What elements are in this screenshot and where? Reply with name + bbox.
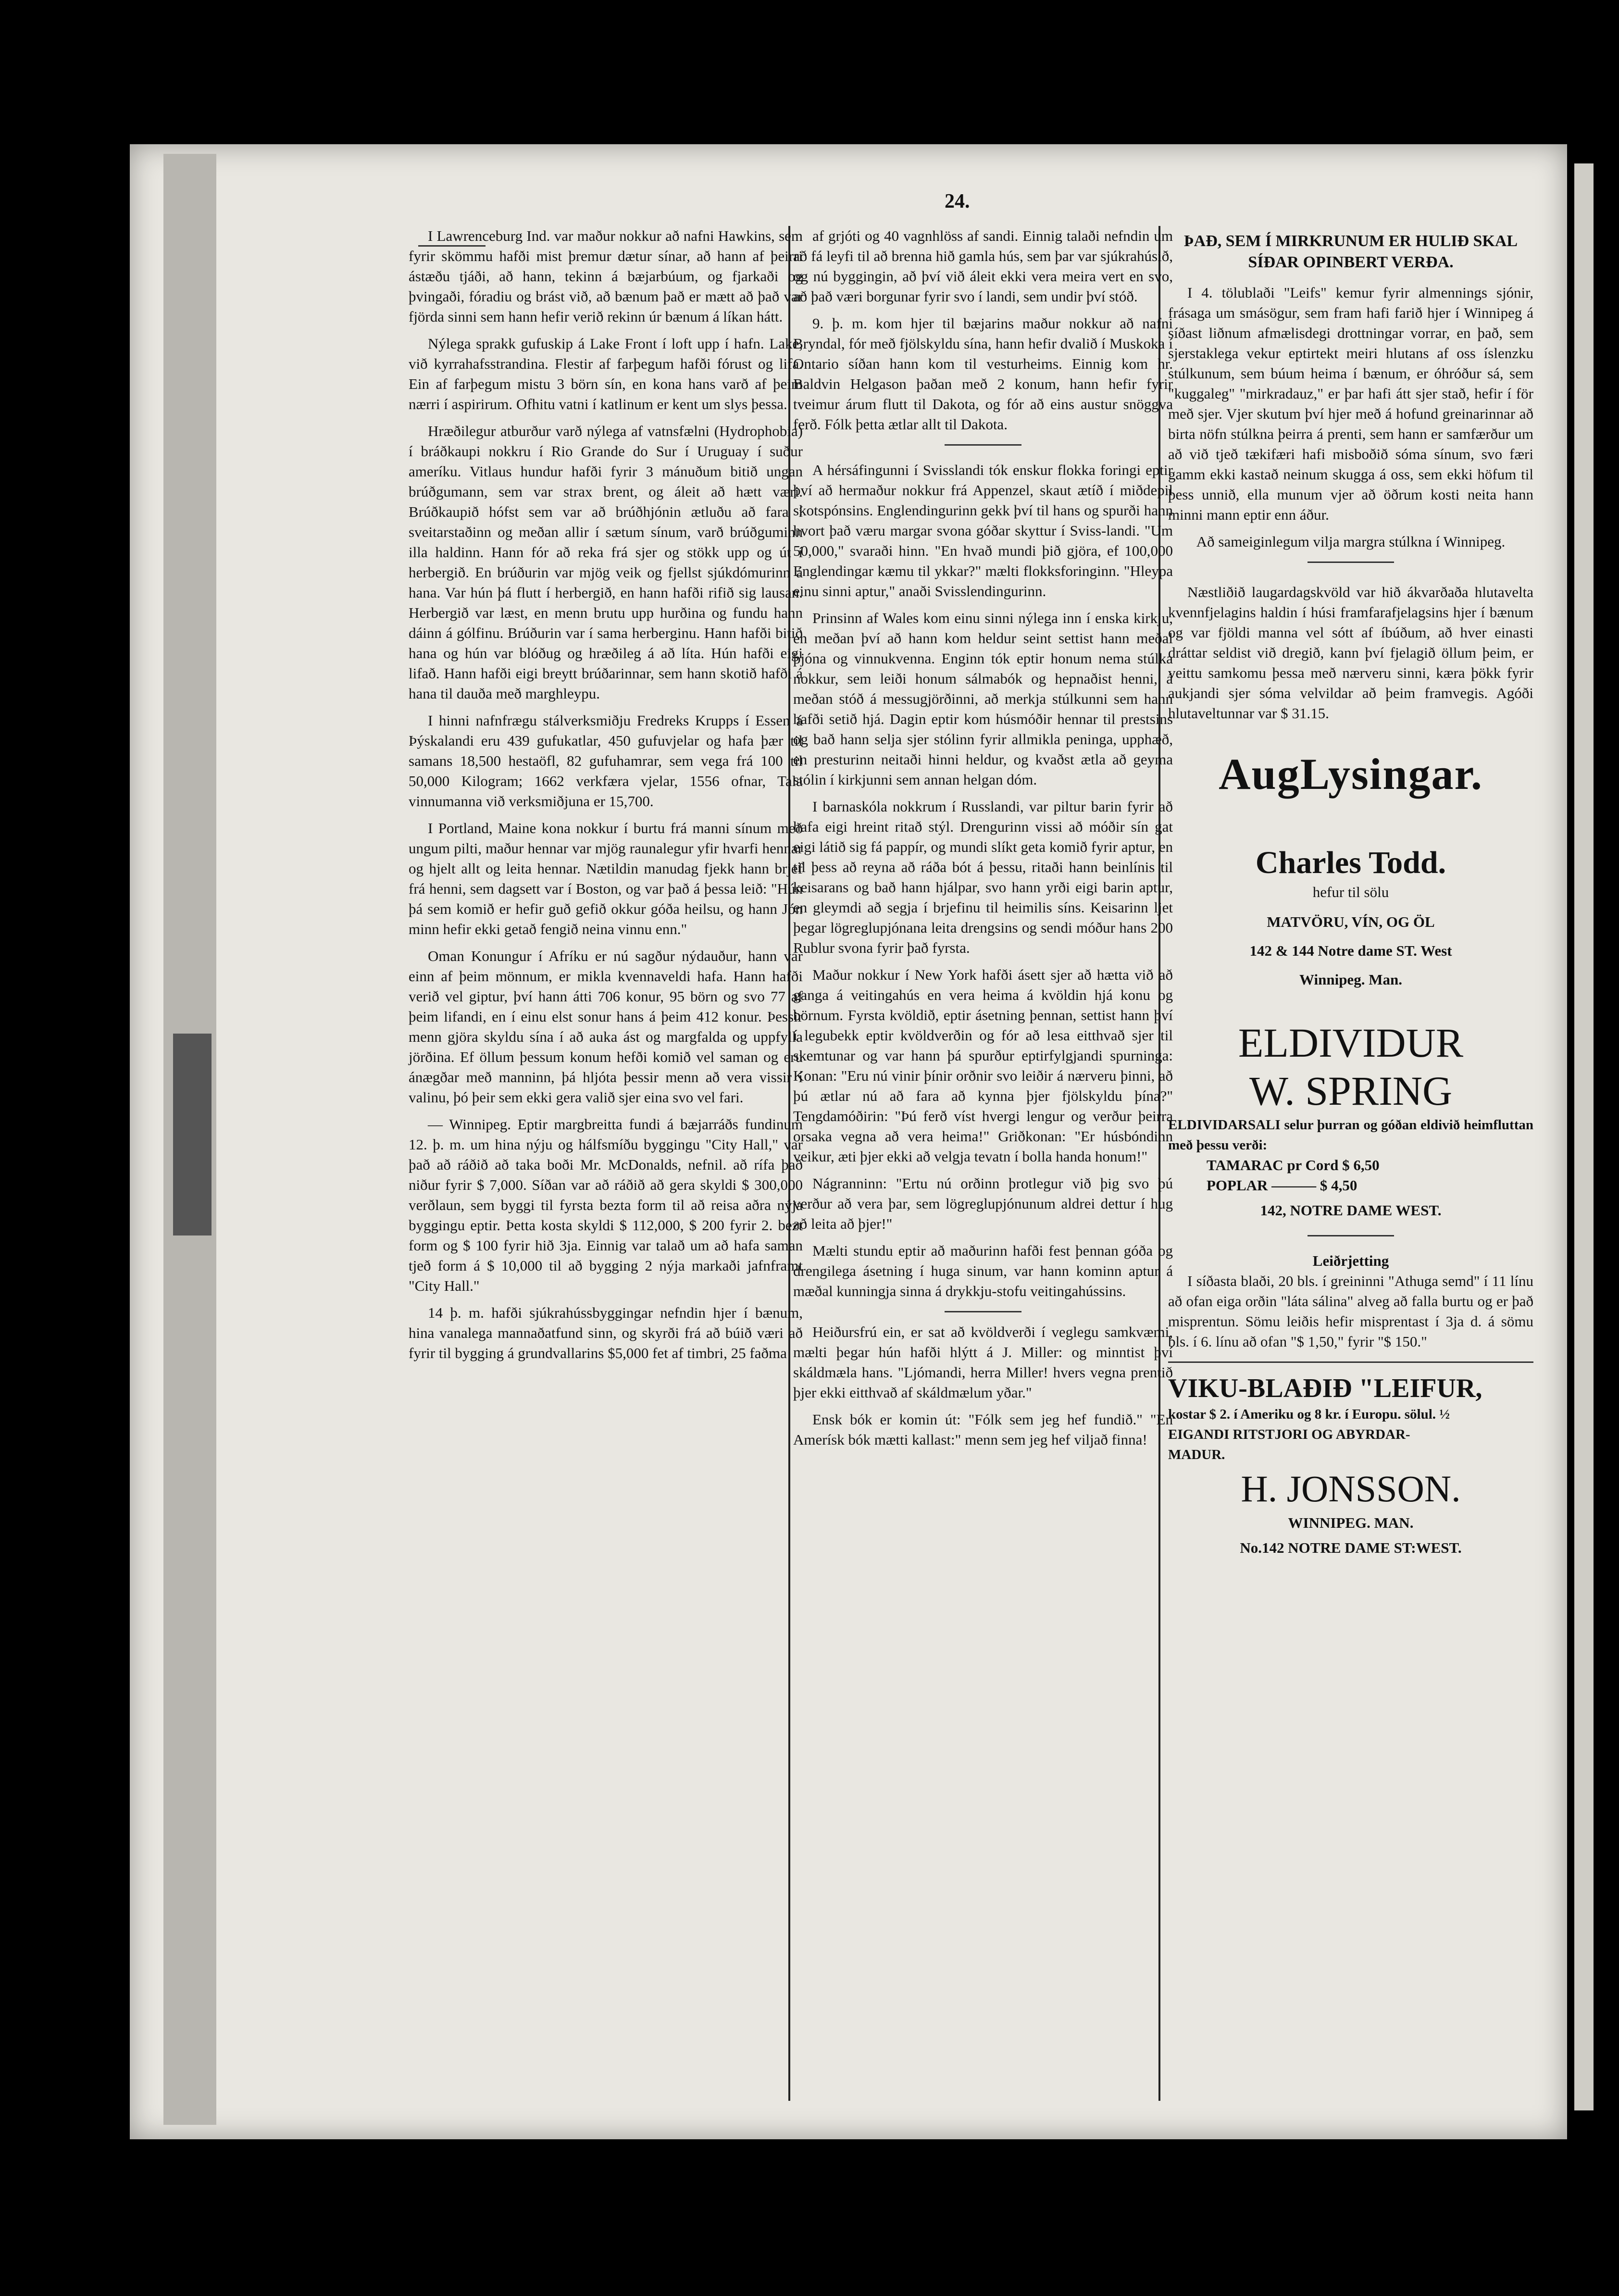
article-paragraph: I 4. tölublaði "Leifs" kemur fyrir almennings sjónir, frásaga um smásögur, sem fram hafi farið hjer í Winnipeg á síðast liðnum afmælisdegi drottningar vorrar, en það, sem sjerstaklega vekur eptirtekt meiri hlutans af oss íslenzku stúlkunum, sem búum heima í bænum, er óhróður sá, sem "kuggaleg" "mirkradauz," er þar hafi átt sjer stað, hefir í för með sjer. Vjer skutum því hjer með á hofund greinarinnar að birta nöfn stúlkna þeirra á prenti, sem hann er samfærður um að við tjeð tækifæri hafi misboðið sóma sínum, svo færi gamm ekki kastað neinum skugga á oss, sem ekki höfum til þess unnið, ella munum vjer að öðrum kosti neita hann minni mann eptir enn áður. <box>1168 284 1533 523</box>
ad-line: hefur til sölu <box>1312 884 1389 900</box>
article-paragraph: I Lawrenceburg Ind. var maður nokkur að nafni Hawkins, sem fyrir skömmu hafði mist þremur dætur sínar, að hann af þeirri ástæðu tjáði, að hann, tekinn á bæjarbúum, og fjarkaði og þvingaði, fóradiu og brást við, að bænum það er mætt að það var fjörda sinni sem hann hefir verið rekinn úr bænum á líkan hátt. <box>409 227 803 325</box>
column-1 <box>409 226 803 1370</box>
ad-name: Charles Todd. <box>1255 845 1446 880</box>
ad-line: 142, NOTRE DAME WEST. <box>1260 1202 1442 1219</box>
masthead-price: kostar $ 2. í Ameriku og 8 kr. í Europu. sölul. ½ <box>1168 1407 1450 1422</box>
article-paragraph: Prinsinn af Wales kom einu sinni nýlega inn í enska kirkju, en meðan því að hann kom heldur seint settist hann meðal þjóna og vinnukvenna. Enginn tók eptir honum nema stúlka nokkur, sem leiði honum sálmabók og hepnaðist henni, á meðan stóð á messugjörðinni, að merkja stúlkunni sem hann hafði setið hjá. Dagin eptir kom húsmóðir hennar til prestsins og bað hann selja sjer stólinn fyrir allmikla peninga, upphæð, en presturinn neitaði hinni heldur, og kvaðst ætla að geyma stólin í kirkjunni sem annan helgan dóm. <box>793 610 1173 788</box>
section-rule <box>1308 1235 1394 1236</box>
article-paragraph: Ensk bók er komin út: "Fólk sem jeg hef fundið." "En Amerísk bók mætti kallast:" menn sem jeg hef viljað finna! <box>793 1411 1173 1448</box>
ads-title: AugLysingar. <box>1219 749 1483 799</box>
article-paragraph: Næstliðið laugardagskvöld var hið ákvarðaða hlutavelta kvennfjelagins haldin í húsi framfarafjelagsins hjer í bænum og var fjöldi manna vel sótt af íbúðum, að hver einasti dráttar seldist við dregið, kann því fjelagið öllum þeim, er veittu samkomu þessa með nærveru sinni, kæra þökk fyrir aukjandi sjer sóma velvildar að þeim framvegis. Agóði hlutaveltunnar var $ 31.15. <box>1168 584 1533 722</box>
article-paragraph: Maður nokkur í New York hafði ásett sjer að hætta við að ganga á veitingahús en vera heima á kvöldin hjá konu og börnum. Fyrsta kvöldið, eptir ásetning þennan, settist hann því í legubekk eptir kvöldverðin og fór að lesa eitthvað sjer til skemtunar og var hann þá spurður eptirfylgjandi spurninga: Konan: "Eru nú vinir þínir orðnir svo leiðir á nærveru þinni, að þú ætlar nú að fara að kynna þjer fjölskyldu þína?" Tengdamóðirin: "Þú ferð víst hvergi lengur og verður þeirra orsaka vegna að vera heima!" Griðkonan: "Er húsbóndinn veikur, æti þjer ekki að velgja tevatn í bolla handa honum!" <box>793 966 1173 1165</box>
masthead-title: VIKU-BLAÐIÐ "LEIFUR, <box>1168 1373 1482 1403</box>
right-page-edge <box>1574 163 1594 2110</box>
ad-line: Winnipeg. Man. <box>1299 971 1402 988</box>
column-2 <box>793 226 1173 1457</box>
section-rule <box>1308 562 1394 563</box>
masthead-city: WINNIPEG. MAN. <box>1288 1514 1414 1531</box>
section-rule <box>945 444 1021 446</box>
section-rule <box>945 1311 1021 1312</box>
section-heading: ÞAÐ, SEM Í MIRKRUNUM ER HULIÐ SKAL SÍÐAR OPINBERT VERÐA. <box>1183 232 1518 271</box>
ad-line: ELDIVIDARSALI selur þurran og góðan eldivið heimfluttan með þessu verði: <box>1168 1117 1533 1153</box>
article-paragraph: — Winnipeg. Eptir margbreitta fundi á bæjarráðs fundinum 12. þ. m. um hina nýju og hálfsmíðu byggingu "City Hall," var það að ráðið að taka boði Mr. McDonalds, nefnil. að rífa það niður fyrir $ 7,000. Síðan var að ráðið að gera skyldi $ 300,000 verðlaun, sem byggi til fyrsta bezta form til að reisa aðra nýja byggingu eptir. Þetta kosta skyldi $ 112,000, $ 200 fyrir 2. bezt form og $ 100 fyrir hið 3ja. Einnig var talað um að hafa saman tjeð form á $ 10,000 til að bygging 2 nýja markaði jafnframt "City Hall." <box>409 1116 803 1294</box>
article-paragraph: Nágranninn: "Ertu nú orðinn þrotlegur við þig svo þú verður að vera þar, sem lögreglupjónunum aldrei dettur í hug að leita að þjer!" <box>793 1175 1173 1232</box>
masthead-address: No.142 NOTRE DAME ST:WEST. <box>1240 1539 1462 1556</box>
ad-charles-todd <box>1168 844 1533 990</box>
article-paragraph: Nýlega sprakk gufuskip á Lake Front í loft upp í hafn. Lake, við kyrrahafsstrandina. Flestir af farþegum hafði fórust og lifa. Ein af farþegum mistu 3 börn sín, en kona hans varð af þeim nærri í aspirirum. Ofhitu vatni í katlinum er kent um slys þessa. <box>409 335 803 412</box>
ad-line: MATVÖRU, VÍN, OG ÖL <box>1267 913 1435 930</box>
article-paragraph: Hræðilegur atburður varð nýlega af vatnsfælni (Hydrophobia) í bráðkaupi nokkru í Rio Grande do Sur í Uruguay í suður ameríku. Vitlaus hundur hafði fyrir 3 mánuðum bitið ungan brúðgumann, sem var strax brent, og áleit að hætt væri. Brúðkaupið hófst sem var að brúðhjónin ætluðu að fara í sveitarstaðinn og meðan allir í sætum sínum, varð brúðguminn illa haldinn. Hann fór að reka frá sjer og stökk upp og út í herbergið. En brúðurin var mjög veik og fjellst sjúkdómurinn á hana. Var hún þá flutt í herbergið, en hann hafði rifið sig lausan. Herbergið var læst, en menn brutu upp hurðina og fundu hann dáinn á gólfinu. Brúðurin var í sama herberginu. Hann hafði bitið hana og hún var blóðug og hræðileg á að líta. Hún hafði eigi lifað. Hann hafði eigi breytt brúðarinnar, sem hann skotið hafði á hana til dauða með marghleypu. <box>409 423 803 702</box>
masthead-owner: EIGANDI RITSTJORI OG ABYRDAR- <box>1168 1427 1410 1442</box>
masthead-owner: MADUR. <box>1168 1447 1225 1462</box>
article-paragraph: I Portland, Maine kona nokkur í burtu frá manni sínum með ungum pilti, maður hennar var mjög raunalegur yfir hvarfi hennar og hjelt allt og leita hennar. Nætildin manudag fjekk hann brjef frá henni, sem dagsett var í Boston, og var það á þessa leið: "Hún þá sem komið er hefir guð gefið okkur góða heilsu, og hann Jón minn hefir ekki getað fengið neina vinnu enn." <box>409 820 803 937</box>
column-3 <box>1168 226 1533 1558</box>
article-paragraph: 14 þ. m. hafði sjúkrahússbyggingar nefndin hjer í bænum, hina vanalega mannaðatfund sinn, og skyrði frá að búið væri að fyrir til bygging á grundvallarins $5,000 fet af timbri, 25 faðma <box>409 1304 803 1361</box>
ad-price: POPLAR ——— $ 4,50 <box>1207 1177 1357 1194</box>
masthead-rule <box>1168 1361 1533 1363</box>
article-paragraph: af grjóti og 40 vagnhlöss af sandi. Einnig talaði nefndin um að fá leyfi til að brenna hið gamla hús, sem þar var sjúkrahúsið, og nú byggingin, að því við áleit ekki vera meira vert en svo, að það væri borgunar fyrir svo í landi, sem undir því stóð. <box>793 227 1173 305</box>
article-paragraph: 9. þ. m. kom hjer til bæjarins maður nokkur að nafni Bryndal, fór með fjölskyldu sína, hann hefir dvalið í Muskoka í Ontario síðan hann kom til vesturheims. Einnig kom hr. Baldvin Helgason þaðan með 2 konum, hann hefir fyrir tveimur árum flutt til Dakota, og fór að eins austur snöggva ferð. Fólk þetta ætlar allt til Dakota. <box>793 315 1173 433</box>
article-paragraph: A hérsáfingunni í Svisslandi tók enskur flokka foringi eptir því að hermaður nokkur frá Appenzel, skaut ætíð í miðdepil skotspónsins. Englendingurinn gekk því til hans og spurði hann hvort það væru margar svona góðar skyttur í Sviss-landi. "Um 50,000," svaraði hinn. "En hvað mundi þið gjöra, ef 100,000 Englendingar kæmu til ykkar?" mælti flokksforinginn. "Hleypa einu sinni aptur," anaði Svisslendingurinn. <box>793 462 1173 599</box>
correction-text: I síðasta blaði, 20 bls. í greininni "Athuga semd" í 11 línu að ofan eiga orðin "láta sálina" alveg að falla burtu og er það misprentun. Sömu leiðis hefir misprentast í 3ja d. á sömu bls. í 6. línu að ofan "$ 1,50," fyrir "$ 150." <box>1168 1273 1533 1350</box>
ad-eldividur <box>1168 1019 1533 1221</box>
page-number: 24. <box>945 190 970 212</box>
article-paragraph: I hinni nafnfrægu stálverksmiðju Fredreks Krupps í Essen á Þýskalandi eru 439 gufukatlar, 450 gufuvjelar og hafa þær til samans 18,500 hestaöfl, 82 gufuhamrar, sem vega frá 100 til 50,000 Kilogram; 1662 verkfæra vjelar, 1556 ofnar, Tala vinnumanna við verksmiðjuna er 15,700. <box>409 712 803 810</box>
ad-title: ELDIVIDUR <box>1238 1020 1464 1066</box>
ad-title: W. SPRING <box>1249 1068 1453 1114</box>
article-paragraph: Heiðursfrú ein, er sat að kvöldverði í veglegu samkvæmi, mælti þegar hún hafði hlýtt á J. Miller: og minntist því skáldmæla hans. "Ljómandi, herra Miller! hvers vegna prentið þjer ekki eitthvað af skáldmælum yðar." <box>793 1323 1173 1401</box>
masthead <box>1168 1373 1533 1558</box>
correction-title: Leiðrjetting <box>1312 1252 1389 1269</box>
masthead-name: H. JONSSON. <box>1241 1468 1461 1510</box>
article-paragraph: Oman Konungur í Afríku er nú sagður nýdauður, hann var einn af þeim mönnum, er mikla kvennaveldi hafa. Hann hafði verið vel giptur, því hann átti 706 konur, 95 börn og svo 77 af þeim lifandi, en í einu elst sonur hans á þeim 412 konur. Þessir menn gjöra skyldu sína í að auka ást og margfalda og uppfylla jörðina. Ef öllum þessum konum hefði komið vel saman og eru ánægðar með manninn, þá hljóta þessir menn að vera vissir í valinu, þó þeir sem ekki gera valið sjer eina svo vel fari. <box>409 948 803 1106</box>
ad-price: TAMARAC pr Cord $ 6,50 <box>1207 1157 1380 1173</box>
article-paragraph: I barnaskóla nokkrum í Russlandi, var piltur barin fyrir að hafa eigi hreint ritað stýl. Drengurinn vissi að móðir sín gat eigi látið sig fá pappír, og mundi slíkt geta komið fyrir aptur, en til þess að reyna að ráða bót á þessu, ritaði hann beinlínis til keisarans og bað hann hjálpar, svo hann yrði eigi barin aptur, en gleymdi að segja í brjefinu til heimilis síns. Keisarinn ljet þegar lögreglupjónana leita drengsins og sendi móður hans 200 Rublur svona fyrir það fyrsta. <box>793 798 1173 956</box>
left-binding-shadow <box>173 1034 212 1235</box>
signature: Að sameiginlegum vilja margra stúlkna í Winnipeg. <box>1196 533 1506 550</box>
article-paragraph: Mælti stundu eptir að maðurinn hafði fest þennan góða og drengilega ásetning í huga sinum, var hann kominn aptur á mæðal kunningja sinna á drykkju-stofu veitingahússins. <box>793 1242 1173 1299</box>
ad-line: 142 & 144 Notre dame ST. West <box>1249 942 1452 959</box>
